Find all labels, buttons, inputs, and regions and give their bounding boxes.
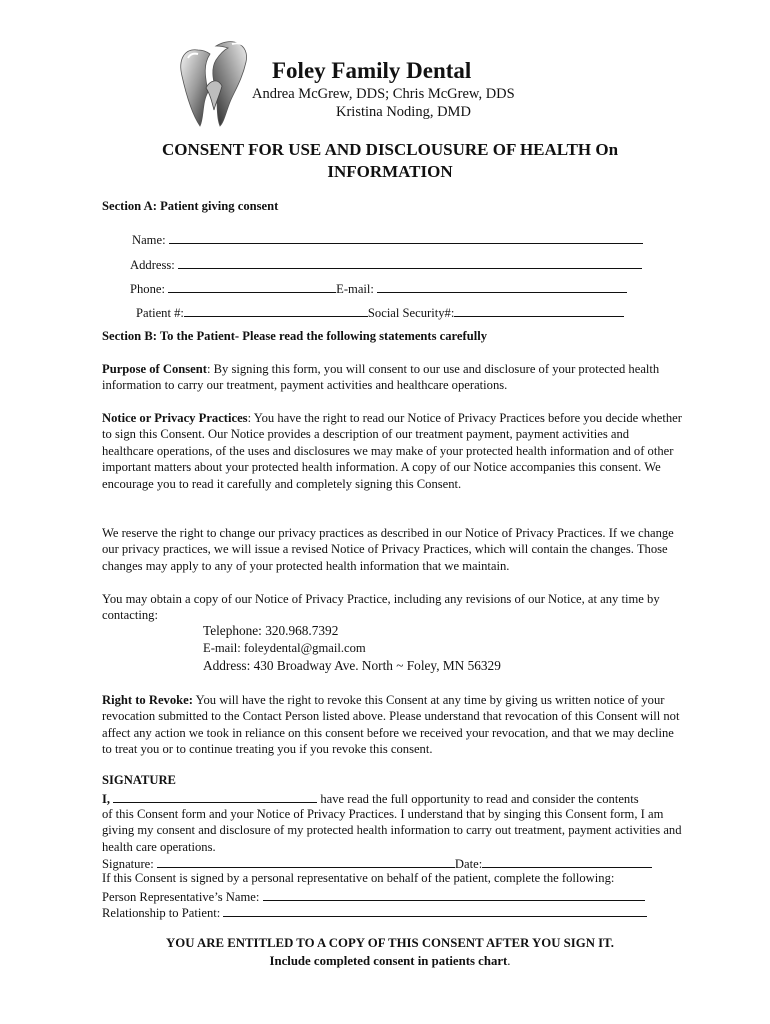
footer-instruction: Include completed consent in patients chart — [269, 954, 508, 968]
signature-heading: SIGNATURE — [102, 773, 176, 787]
doctors-line-1: Andrea McGrew, DDS; Chris McGrew, DDS — [252, 86, 515, 102]
date-label: Date: — [454, 857, 483, 871]
email-field[interactable] — [377, 280, 627, 293]
address-label: Address: — [130, 258, 175, 272]
email-label: E-mail: — [336, 282, 374, 296]
reserve-paragraph — [102, 525, 682, 574]
footer-period: . — [507, 954, 511, 968]
i-label: I, — [102, 792, 111, 806]
signature-field[interactable] — [157, 855, 455, 868]
patient-name-acknowledgment-field[interactable] — [113, 790, 317, 803]
ssn-label: Social Security#: — [367, 306, 455, 320]
notice-paragraph — [102, 410, 682, 492]
revoke-paragraph — [102, 692, 682, 758]
contact-telephone: Telephone: 320.968.7392 — [203, 623, 339, 638]
phone-label: Phone: — [130, 282, 165, 296]
reserve-text: We reserve the right to change our privacy practices as described in our Notice of Privacy Practices. If we change our privacy practices, we will issue a revised Notice of Privacy Practices, which will contain the changes. Those changes may apply to any of your protected health information that we maintain. — [102, 526, 674, 573]
footer-entitlement: YOU ARE ENTITLED TO A COPY OF THIS CONSENT AFTER YOU SIGN IT. — [166, 936, 614, 950]
representative-note: If this Consent is signed by a personal representative on behalf of the patient, complete the following: — [102, 871, 615, 885]
obtain-text: You may obtain a copy of our Notice of Privacy Practice, including any revisions of our Notice, at any time by contacting: — [102, 592, 660, 623]
notice-label: Notice or Privacy Practices — [102, 411, 248, 425]
address-row — [130, 256, 642, 273]
purpose-text: : By signing this form, you will consent to our use and disclosure of your protected health information to carry our treatment, payment activities and healthcare operations. — [102, 362, 660, 393]
clinic-name: Foley Family Dental — [272, 58, 472, 83]
doctors-line-2: Kristina Noding, DMD — [336, 104, 471, 120]
name-label: Name: — [132, 233, 166, 247]
patient-number-label: Patient #: — [136, 306, 184, 320]
section-b-heading: Section B: To the Patient- Please read the following statements carefully — [102, 329, 487, 343]
ssn-field[interactable] — [454, 304, 624, 317]
address-field[interactable] — [178, 256, 642, 269]
notice-text: : You have the right to read our Notice of Privacy Practices before you decide whether to sign this Consent. Our Notice provides a description of our treatment payment, payment activities and healthcare operations, of the uses and disclosures we may make of your protected health information and of other important matters about your protected health information. A copy of our Notice accompanies this consent. We encourage you to read it carefully and completely signing this Consent. — [102, 411, 682, 491]
name-row — [132, 231, 643, 248]
phone-email-row — [130, 280, 627, 297]
name-field[interactable] — [169, 231, 643, 244]
tooth-logo-icon — [176, 36, 252, 130]
representative-name-field[interactable] — [263, 888, 645, 901]
obtain-paragraph — [102, 591, 682, 624]
contact-email: E-mail: foleydental@gmail.com — [203, 641, 366, 655]
relationship-field[interactable] — [223, 904, 647, 917]
purpose-label: Purpose of Consent — [102, 362, 207, 376]
patient-number-field[interactable] — [184, 304, 368, 317]
section-a-heading: Section A: Patient giving consent — [102, 199, 279, 213]
representative-name-label: Person Representative’s Name: — [102, 890, 260, 904]
acknowledgment-row — [102, 790, 639, 807]
revoke-text: You will have the right to revoke this Consent at any time by giving us written notice of your revocation submitted to the Contact Person listed above. Please understand that revocation of this Consent will not affect any action we took in reliance on this consent before we received your revocation, and that we may decline to treat you or to continue treating you if you revoke this consent. — [102, 693, 680, 757]
relationship-label: Relationship to Patient: — [102, 906, 221, 920]
purpose-paragraph — [102, 361, 682, 394]
document-title-line-1: CONSENT FOR USE AND DISCLOUSURE OF HEALTH On — [161, 140, 619, 159]
document-title-line-2: INFORMATION — [327, 162, 453, 181]
acknowledgment-text: have read the full opportunity to read and consider the contents — [317, 792, 639, 806]
representative-name-row — [102, 888, 645, 905]
relationship-row — [102, 904, 647, 921]
revoke-label: Right to Revoke: — [102, 693, 193, 707]
signature-label: Signature: — [102, 857, 154, 871]
patient-ssn-row — [136, 304, 624, 321]
footer-instruction-row — [100, 954, 680, 969]
signature-date-row — [102, 855, 652, 872]
acknowledgment-paragraph — [102, 806, 682, 855]
date-field[interactable] — [482, 855, 652, 868]
acknowledgment-text-2: of this Consent form and your Notice of Privacy Practices. I understand that by singing this Consent form, I am giving my consent and disclosure of my protected health information to carry out treatment, payment activities and health care operations. — [102, 807, 682, 854]
contact-address: Address: 430 Broadway Ave. North ~ Foley, MN 56329 — [203, 658, 501, 673]
phone-field[interactable] — [168, 280, 336, 293]
